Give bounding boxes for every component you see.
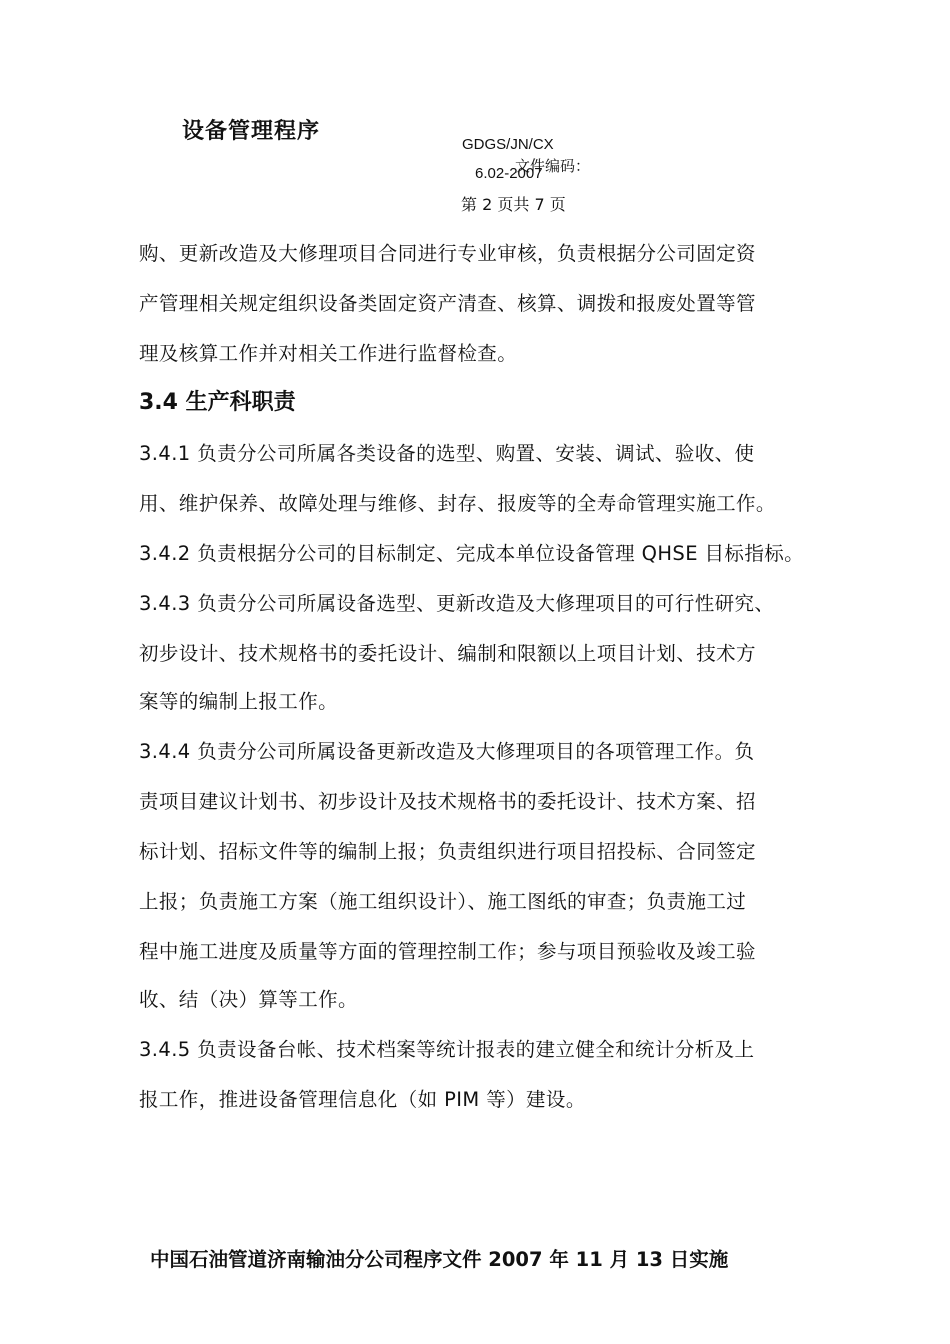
body-line: 责项目建议计划书、初步设计及技术规格书的委托设计、技术方案、招 xyxy=(139,790,756,813)
body-line: 3.4.2 负责根据分公司的目标制定、完成本单位设备管理 QHSE 目标指标。 xyxy=(139,542,805,565)
body-line: 收、结（决）算等工作。 xyxy=(139,988,358,1011)
body-line: 3.4.1 负责分公司所属各类设备的选型、购置、安装、调试、验收、使 xyxy=(139,442,755,465)
page-info: 第 2 页共 7 页 xyxy=(461,195,566,214)
file-code-prefix: GDGS/JN/CX xyxy=(462,136,554,153)
body-line: 报工作，推进设备管理信息化（如 PIM 等）建设。 xyxy=(139,1088,586,1111)
body-line: 标计划、招标文件等的编制上报；负责组织进行项目招投标、合同签定 xyxy=(139,840,756,863)
body-line: 程中施工进度及质量等方面的管理控制工作；参与项目预验收及竣工验 xyxy=(139,940,756,963)
body-line: 3.4.5 负责设备台帐、技术档案等统计报表的建立健全和统计分析及上 xyxy=(139,1038,755,1061)
file-code-label: 文件编码： xyxy=(515,157,591,175)
body-line: 3.4.4 负责分公司所属设备更新改造及大修理项目的各项管理工作。负 xyxy=(139,740,755,763)
body-line: 产管理相关规定组织设备类固定资产清查、核算、调拨和报废处置等管 xyxy=(139,292,756,315)
document-footer: 中国石油管道济南输油分公司程序文件 2007 年 11 月 13 日实施 xyxy=(150,1248,729,1271)
section-heading: 3.4 生产科职责 xyxy=(139,390,296,415)
body-line: 理及核算工作并对相关工作进行监督检查。 xyxy=(139,342,518,365)
body-line: 上报；负责施工方案（施工组织设计）、施工图纸的审查；负责施工过 xyxy=(139,890,747,913)
file-code-suffix: 6.02-2007 xyxy=(475,165,543,182)
document-title: 设备管理程序 xyxy=(182,119,321,144)
body-line: 初步设计、技术规格书的委托设计、编制和限额以上项目计划、技术方 xyxy=(139,642,756,665)
body-line: 购、更新改造及大修理项目合同进行专业审核，负责根据分公司固定资 xyxy=(139,242,756,265)
body-line: 用、维护保养、故障处理与维修、封存、报废等的全寿命管理实施工作。 xyxy=(139,492,776,515)
body-line: 案等的编制上报工作。 xyxy=(139,690,339,713)
body-line: 3.4.3 负责分公司所属设备选型、更新改造及大修理项目的可行性研究、 xyxy=(139,592,775,615)
